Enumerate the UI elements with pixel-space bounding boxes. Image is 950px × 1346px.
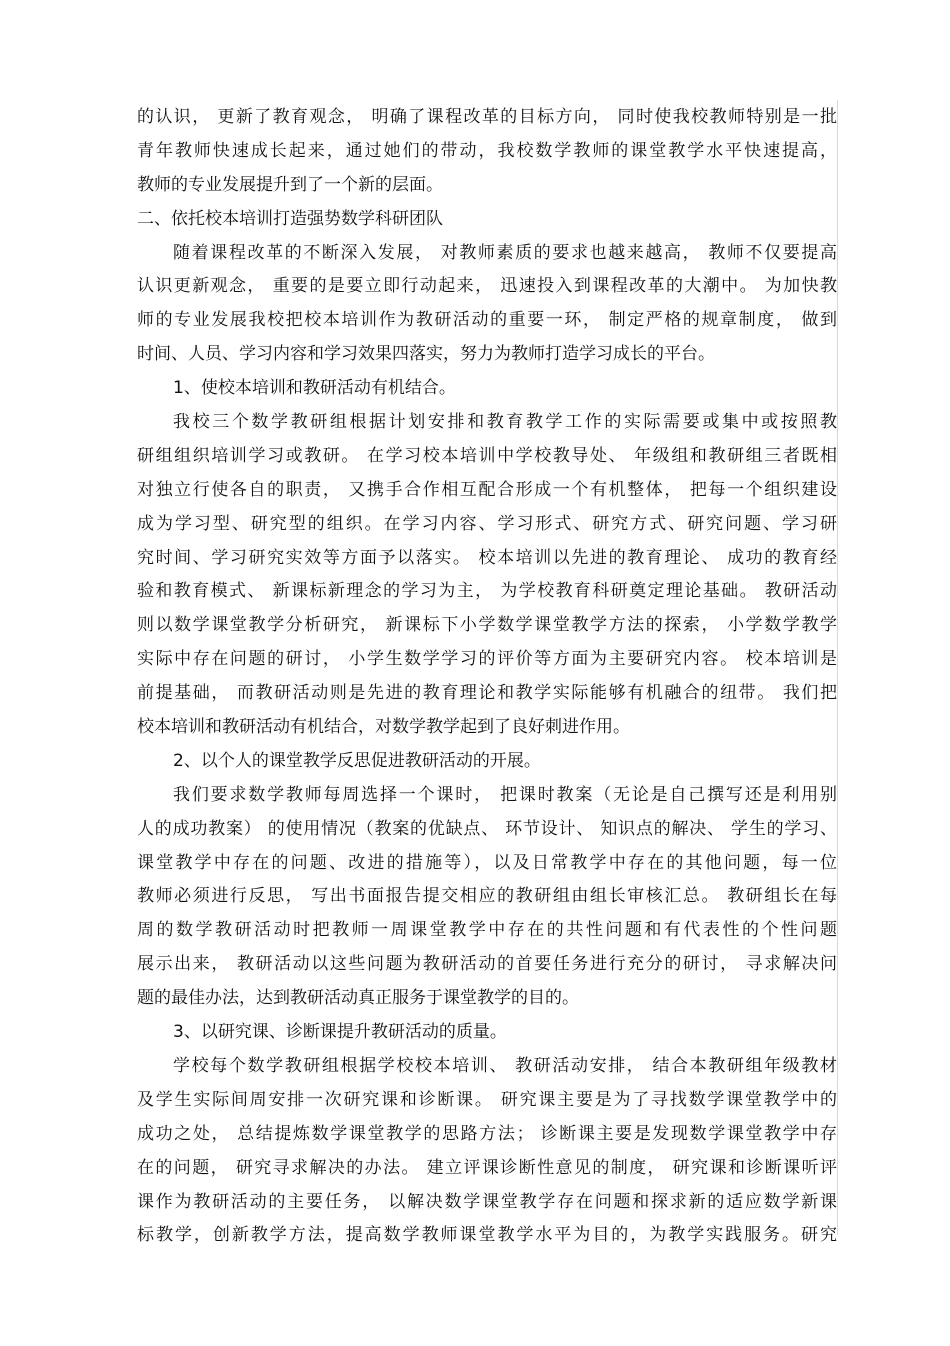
text-line: 课堂教学中存在的问题、改进的措施等），以及日常教学中存在的其他问题，每一位 [137, 852, 837, 873]
text-line: 认识更新观念， 重要的是要立即行动起来， 迅速投入到课程改革的大潮中。 为加快教 [137, 276, 837, 297]
text-line: 标教学，创新教学方法，提高数学教师课堂教学水平为目的，为教学实践服务。研究 [137, 1225, 837, 1246]
text-line: 人的成功教案） 的使用情况（教案的优缺点、 环节设计、 知识点的解决、 学生的学习、 [137, 818, 837, 839]
section-heading: 1、使校本培训和教研活动有机结合。 [173, 378, 456, 399]
text-line: 教师的专业发展提升到了一个新的层面。 [137, 174, 443, 195]
section-heading: 2、以个人的课堂教学反思促进教研活动的开展。 [173, 750, 541, 771]
text-line: 校本培训和教研活动有机结合，对数学教学起到了良好刺进作用。 [137, 717, 630, 738]
text-line: 究时间、学习研究实效等方面予以落实。 校本培训以先进的教育理论、 成功的教育经 [137, 547, 837, 568]
text-line: 成为学习型、研究型的组织。在学习内容、学习形式、研究方式、研究问题、学习研 [137, 513, 837, 534]
text-line: 在的问题， 研究寻求解决的办法。 建立评课诊断性意见的制度， 研究课和诊断课听评 [137, 1157, 837, 1178]
section-heading: 3、以研究课、诊断课提升教研活动的质量。 [173, 1022, 507, 1043]
text-line: 对独立行使各自的职责， 又携手合作相互配合形成一个有机整体， 把每一个组织建设 [137, 479, 837, 500]
text-line: 验和教育模式、 新课标新理念的学习为主， 为学校教育科研奠定理论基础。 教研活动 [137, 581, 837, 602]
text-line: 前提基础， 而教研活动则是先进的教育理论和教学实际能够有机融合的纽带。 我们把 [137, 683, 837, 704]
text-line: 青年教师快速成长起来，通过她们的带动，我校数学教师的课堂教学水平快速提高， [137, 140, 837, 161]
text-line: 周的数学教研活动时把教师一周课堂教学中存在的共性问题和有代表性的个性问题 [137, 920, 837, 941]
text-line: 师的专业发展我校把校本培训作为教研活动的重要一环， 制定严格的规章制度， 做到 [137, 310, 837, 331]
text-line: 则以数学课堂教学分析研究， 新课标下小学数学课堂教学方法的探索， 小学数学教学 [137, 615, 837, 636]
page-edge-rule [837, 100, 838, 1235]
text-line: 的认识， 更新了教育观念， 明确了课程改革的目标方向， 同时使我校教师特别是一批 [137, 107, 837, 127]
text-line: 题的最佳办法，达到教研活动真正服务于课堂教学的目的。 [137, 988, 579, 1009]
text-line: 展示出来， 教研活动以这些问题为教研活动的首要任务进行充分的研讨， 寻求解决问 [137, 954, 837, 975]
text-line: 时间、人员、学习内容和学习效果四落实，努力为教师打造学习成长的平台。 [137, 344, 715, 365]
text-line: 研组组织培训学习或教研。 在学习校本培训中学校教导处、 年级组和教研组三者既相 [137, 445, 837, 466]
text-line: 学校每个数学教研组根据学校校本培训、 教研活动安排， 结合本教研组年级教材 [173, 1055, 837, 1076]
text-line: 及学生实际间周安排一次研究课和诊断课。 研究课主要是为了寻找数学课堂教学中的 [137, 1089, 837, 1110]
text-line: 实际中存在问题的研讨， 小学生数学学习的评价等方面为主要研究内容。 校本培训是 [137, 649, 837, 670]
body-text [137, 101, 837, 1253]
text-line: 成功之处， 总结提炼数学课堂教学的思路方法； 诊断课主要是发现数学课堂教学中存 [137, 1123, 837, 1144]
text-line: 我们要求数学教师每周选择一个课时， 把课时教案（无论是自己撰写还是利用别 [173, 784, 837, 805]
text-line: 我校三个数学教研组根据计划安排和教育教学工作的实际需要或集中或按照教 [173, 412, 837, 433]
text-line: 课作为教研活动的主要任务， 以解决数学课堂教学存在问题和探求新的适应数学新课 [137, 1191, 837, 1212]
section-heading: 二、依托校本培训打造强势数学科研团队 [137, 208, 443, 229]
text-line: 随着课程改革的不断深入发展， 对教师素质的要求也越来越高， 教师不仅要提高 [173, 242, 837, 263]
text-line: 教师必须进行反思， 写出书面报告提交相应的教研组由组长审核汇总。 教研组长在每 [137, 886, 837, 907]
